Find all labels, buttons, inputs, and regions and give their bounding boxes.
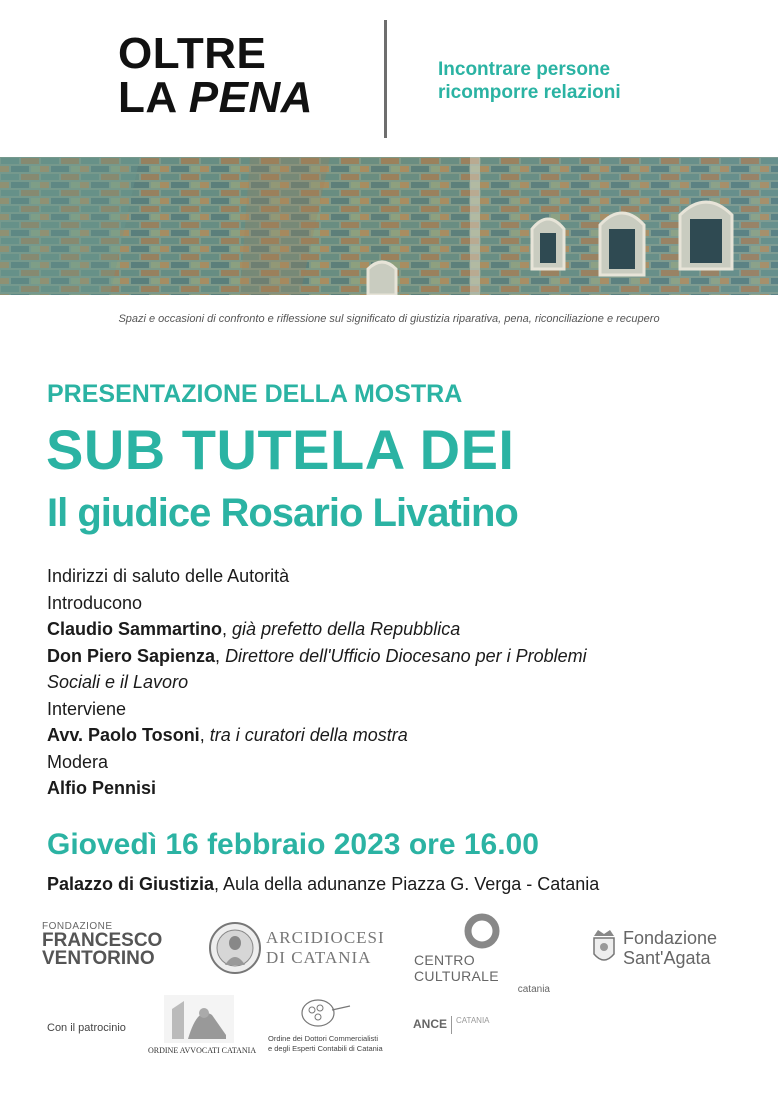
event-subtitle: Il giudice Rosario Livatino — [47, 491, 518, 535]
santagata-crest-icon — [591, 928, 617, 973]
seal-icon — [208, 921, 262, 975]
speaker-2: Don Piero Sapienza, Direttore dell'Ufficio Diocesano per i Problemi — [47, 645, 587, 666]
tagline: Incontrare persone ricomporre relazioni — [438, 59, 621, 103]
logo-ordine-commercialisti: Ordine dei Dottori Commercialisti e degli Esperti Contabili di Catania — [268, 1034, 383, 1053]
speaker-2-role-cont: Sociali e il Lavoro — [47, 672, 189, 692]
event-location: Palazzo di Giustizia, Aula della adunanze Piazza G. Verga - Catania — [47, 874, 600, 894]
moderator-name: Alfio Pennisi — [47, 778, 157, 798]
event-title: SUB TUTELA DEI — [46, 418, 515, 481]
series-description: Spazi e occasioni di confronto e riflessione sul significato di giustizia riparativa, pena, riconciliazione e recupero — [118, 313, 660, 325]
moderator-label: Modera — [47, 751, 109, 772]
greeting-line: Indirizzi di saluto delle Autorità — [47, 566, 290, 586]
brand-line1: OLTRE — [118, 29, 267, 78]
logo-fondazione-santagata: Fondazione Sant'Agata — [623, 928, 718, 968]
event-date: Giovedì 16 febbraio 2023 ore 16.00 — [47, 828, 539, 861]
brick-wall-image — [0, 157, 778, 295]
logo-ance: ANCE $^{CATANIA}$ — [413, 1016, 490, 1034]
patronage-label: Con il patrocinio — [47, 1022, 126, 1034]
logo-fondazione-ventorino: FONDAZIONE FRANCESCO VENTORINO — [42, 921, 163, 969]
introduce-label: Introducono — [47, 592, 143, 613]
intervene-label: Interviene — [47, 698, 127, 719]
logo-arcidiocesi-text: ARCIDIOCESI DI CATANIA — [266, 928, 385, 967]
event-kicker: PRESENTAZIONE DELLA MOSTRA — [47, 380, 463, 408]
centro-culturale-icon — [464, 913, 500, 954]
logo-ordine-avvocati: ORDINE AVVOCATI CATANIA — [148, 1046, 257, 1055]
brand-logo — [118, 29, 313, 122]
avvocati-emblem — [164, 995, 234, 1048]
header-divider — [384, 20, 387, 138]
banner-painting — [0, 157, 778, 295]
brand-line2: LA PENA — [118, 73, 313, 122]
speaker-3: Avv. Paolo Tosoni, tra i curatori della mostra — [47, 725, 408, 745]
program — [47, 563, 747, 802]
commercialisti-emblem — [300, 996, 352, 1035]
speaker-1: Claudio Sammartino, già prefetto della Repubblica — [47, 619, 461, 639]
logo-centro-culturale: CENTRO CULTURALE catania — [414, 952, 550, 995]
logo-arcidiocesi-seal — [208, 921, 262, 980]
